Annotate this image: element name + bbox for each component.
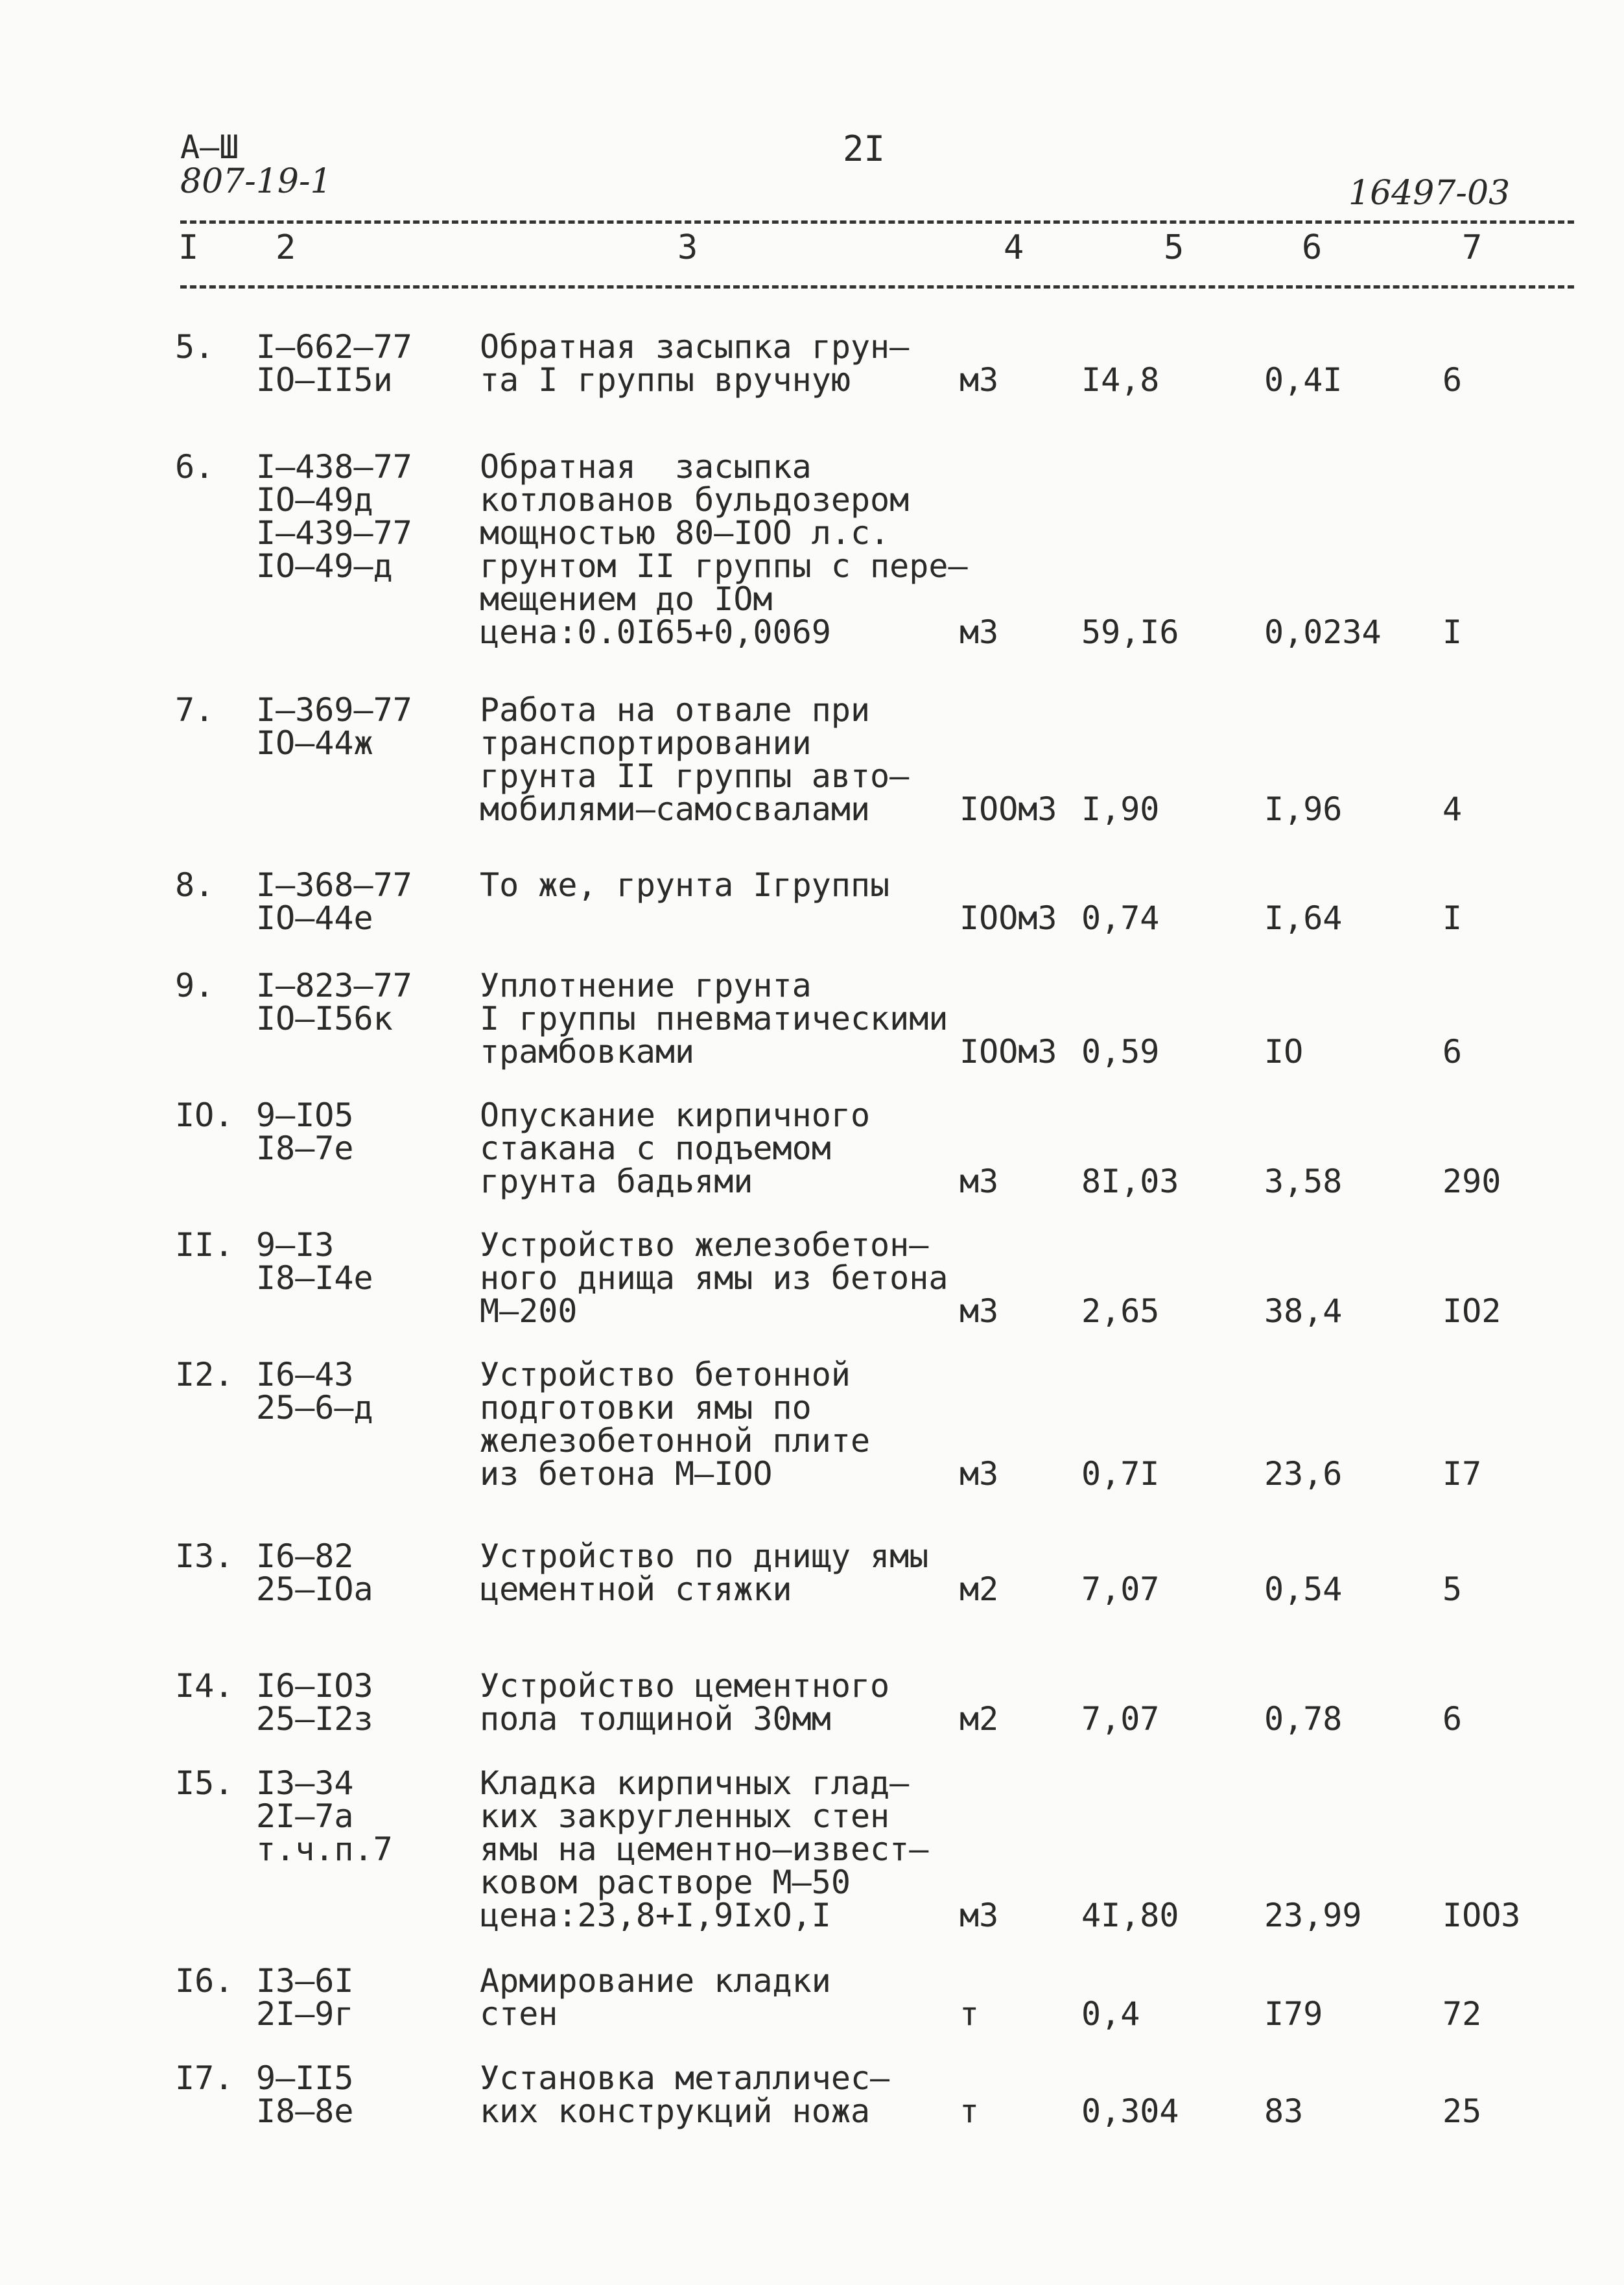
quantity: 0,74 (1081, 899, 1160, 937)
quantity: 8I,03 (1081, 1163, 1179, 1200)
row-number: II. (175, 1226, 234, 1264)
rate-code: I6—82 (256, 1537, 354, 1575)
unit-price: 83 (1264, 2092, 1304, 2130)
rate-code: I3—34 (256, 1764, 354, 1802)
row-number: 8. (175, 866, 215, 904)
description-line: грунта бадьями (480, 1163, 753, 1200)
total-cost: IOO3 (1442, 1897, 1521, 1934)
work-description (480, 328, 910, 399)
description-line: железобетонной плите (480, 1422, 871, 1460)
handwritten-document-number: 16497-03 (1348, 174, 1511, 213)
rate-code: I6—43 (256, 1356, 354, 1393)
description-line: мобилями—самосвалами (480, 790, 871, 828)
rate-code: 2I—9г (256, 1995, 354, 2033)
work-description (480, 691, 910, 828)
description-line: Работа на отвале при (480, 691, 871, 729)
description-line: I группы пневматическими (480, 1000, 948, 1037)
quantity: I,90 (1081, 790, 1160, 828)
description-line: ковом растворе М—50 (480, 1864, 851, 1901)
description-line: стен (480, 1995, 558, 2033)
total-cost: 6 (1442, 1033, 1463, 1071)
total-cost: 6 (1442, 361, 1463, 399)
rate-codes (256, 328, 412, 399)
rate-code: I3—6I (256, 1962, 354, 2000)
unit: IOOм3 (959, 1033, 1057, 1071)
row-number: 9. (175, 967, 215, 1004)
row-number: I2. (175, 1356, 234, 1393)
description-line: Установка металличес— (480, 2059, 890, 2097)
quantity: 7,07 (1081, 1700, 1160, 1738)
row-number: I5. (175, 1764, 234, 1802)
unit-price: I,96 (1264, 790, 1343, 828)
description-line: транспортировании (480, 724, 812, 762)
unit-price: 0,78 (1264, 1700, 1343, 1738)
description-line: стакана с подъемом (480, 1130, 831, 1167)
quantity: 0,7I (1081, 1455, 1160, 1493)
page-number: 2I (843, 128, 886, 169)
total-cost: 6 (1442, 1700, 1463, 1738)
description-line: мощностью 80—IOO л.с. (480, 514, 890, 552)
rate-code: IO—44ж (256, 724, 373, 762)
description-line: Обратная засыпка (480, 448, 812, 486)
rate-code: I6—IO3 (256, 1667, 373, 1705)
rate-codes (256, 448, 412, 585)
description-line: ямы на цементно—извест— (480, 1830, 929, 1868)
row-number: I4. (175, 1667, 234, 1705)
description-line: М—200 (480, 1292, 578, 1330)
work-description (480, 1096, 871, 1200)
rate-code: I—368—77 (256, 866, 412, 904)
description-line: грунтом II группы с пере— (480, 547, 968, 585)
rate-code: 9—II5 (256, 2059, 354, 2097)
work-description (480, 1358, 870, 1491)
description-line: Обратная засыпка грун— (480, 328, 910, 366)
handwritten-project-number: 807-19-1 (180, 162, 332, 201)
description-line: Устройство бетонной (480, 1356, 851, 1393)
row-number: 6. (175, 448, 215, 486)
rate-codes (256, 691, 412, 762)
total-cost: 4 (1442, 790, 1463, 828)
unit: м3 (959, 361, 999, 399)
rate-code: I8—I4е (256, 1259, 373, 1297)
description-line: Устройство железобетон— (480, 1226, 929, 1264)
quantity: 0,304 (1081, 2092, 1179, 2130)
description-line: цена:23,8+I,9IxO,I (480, 1897, 831, 1934)
total-cost: I (1442, 613, 1463, 651)
work-description (480, 2059, 890, 2130)
rate-code: 9—I3 (256, 1226, 335, 1264)
quantity: 7,07 (1081, 1570, 1160, 1608)
row-number: I3. (175, 1537, 234, 1575)
description-line: Устройство по днищу ямы (480, 1537, 929, 1575)
rate-code: IO—49—д (256, 547, 393, 585)
work-description (480, 1962, 831, 2033)
column-number-5: 5 (1164, 228, 1184, 267)
total-cost: I7 (1442, 1455, 1482, 1493)
unit-price: 0,54 (1264, 1570, 1343, 1608)
rate-codes (256, 1764, 393, 1868)
quantity: 0,4 (1081, 1995, 1140, 2033)
unit: м3 (959, 1163, 999, 1200)
work-description (480, 866, 890, 904)
rate-codes (256, 1226, 373, 1297)
unit: м3 (959, 1897, 999, 1934)
unit-price: 0,0234 (1264, 613, 1382, 651)
column-number-7: 7 (1462, 228, 1483, 267)
unit: IOOм3 (959, 899, 1057, 937)
unit-price: I,64 (1264, 899, 1343, 937)
quantity: 59,I6 (1081, 613, 1179, 651)
rate-codes (256, 1096, 354, 1167)
work-description (480, 1537, 929, 1608)
unit: т (959, 2092, 980, 2130)
rate-codes (256, 1962, 354, 2033)
description-line: цементной стяжки (480, 1570, 792, 1608)
rate-codes (256, 1537, 373, 1608)
rate-code: I—438—77 (256, 448, 412, 486)
quantity: I4,8 (1081, 361, 1160, 399)
description-line: подготовки ямы по (480, 1389, 812, 1427)
unit: м2 (959, 1570, 999, 1608)
document-code: А—Ш (180, 128, 239, 166)
row-number: I7. (175, 2059, 234, 2097)
description-line: Устройство цементного (480, 1667, 890, 1705)
rate-code: I8—8е (256, 2092, 354, 2130)
rate-code: I—662—77 (256, 328, 412, 366)
rate-code: I—439—77 (256, 514, 412, 552)
description-line: та I группы вручную (480, 361, 851, 399)
rate-codes (256, 2059, 354, 2130)
quantity: 2,65 (1081, 1292, 1160, 1330)
row-number: I6. (175, 1962, 234, 2000)
rate-code: I—369—77 (256, 691, 412, 729)
description-line: котлованов бульдозером (480, 481, 910, 519)
description-line: Уплотнение грунта (480, 967, 812, 1004)
work-description (480, 1226, 948, 1330)
rate-code: IO—I56к (256, 1000, 393, 1037)
total-cost: IO2 (1442, 1292, 1501, 1330)
total-cost: 290 (1442, 1163, 1501, 1200)
unit-price: 23,99 (1264, 1897, 1362, 1934)
rate-codes (256, 1667, 373, 1738)
rate-code: 9—IO5 (256, 1096, 354, 1134)
unit-price: 3,58 (1264, 1163, 1343, 1200)
rate-code: 25—I2з (256, 1700, 373, 1738)
row-number: 7. (175, 691, 215, 729)
description-line: Армирование кладки (480, 1962, 831, 2000)
total-cost: 25 (1442, 2092, 1482, 2130)
rate-codes (256, 969, 412, 1036)
description-line: цена:0.0I65+0,0069 (480, 613, 831, 651)
description-line: То же, грунта Iгруппы (480, 866, 890, 904)
total-cost: I (1442, 899, 1463, 937)
row-number: 5. (175, 328, 215, 366)
rate-code: I8—7е (256, 1130, 354, 1167)
header-top-rule (180, 220, 1574, 224)
total-cost: 72 (1442, 1995, 1482, 2033)
column-number-6: 6 (1302, 228, 1323, 267)
unit-price: I79 (1264, 1995, 1323, 2033)
unit: м3 (959, 1292, 999, 1330)
rate-code: 2I—7а (256, 1797, 354, 1835)
unit: IOOм3 (959, 790, 1057, 828)
rate-code: 25—6—д (256, 1389, 373, 1427)
rate-codes (256, 866, 412, 937)
unit-price: IO (1264, 1033, 1304, 1071)
description-line: из бетона М—IOO (480, 1455, 773, 1493)
rate-code: IO—44е (256, 899, 373, 937)
unit-price: 23,6 (1264, 1455, 1343, 1493)
rate-code: I—823—77 (256, 967, 412, 1004)
unit: м3 (959, 1455, 999, 1493)
work-description (480, 1667, 890, 1738)
work-description (480, 969, 948, 1069)
unit-price: 38,4 (1264, 1292, 1343, 1330)
unit: м2 (959, 1700, 999, 1738)
rate-code: IO—49д (256, 481, 373, 519)
unit: м3 (959, 613, 999, 651)
unit: т (959, 1995, 980, 2033)
description-line: грунта II группы авто— (480, 757, 910, 795)
total-cost: 5 (1442, 1570, 1463, 1608)
quantity: 4I,80 (1081, 1897, 1179, 1934)
column-number-1: I (178, 228, 199, 267)
description-line: Кладка кирпичных глад— (480, 1764, 910, 1802)
row-number: IO. (175, 1096, 234, 1134)
rate-code: IO—II5и (256, 361, 393, 399)
rate-code: 25—IOа (256, 1570, 373, 1608)
quantity: 0,59 (1081, 1033, 1160, 1071)
description-line: пола толщиной 30мм (480, 1700, 831, 1738)
description-line: ких закругленных стен (480, 1797, 890, 1835)
column-number-2: 2 (276, 228, 296, 267)
description-line: Опускание кирпичного (480, 1096, 871, 1134)
description-line: ного днища ямы из бетона (480, 1259, 948, 1297)
unit-price: 0,4I (1264, 361, 1343, 399)
rate-code: т.ч.п.7 (256, 1830, 393, 1868)
description-line: трамбовками (480, 1033, 695, 1071)
work-description (480, 1764, 929, 1934)
column-number-3: 3 (677, 228, 698, 267)
header-bottom-rule (180, 285, 1574, 289)
description-line: ких конструкций ножа (480, 2092, 871, 2130)
description-line: мещением до IOм (480, 580, 773, 618)
work-description (480, 448, 968, 651)
rate-codes (256, 1358, 373, 1425)
column-number-4: 4 (1004, 228, 1024, 267)
